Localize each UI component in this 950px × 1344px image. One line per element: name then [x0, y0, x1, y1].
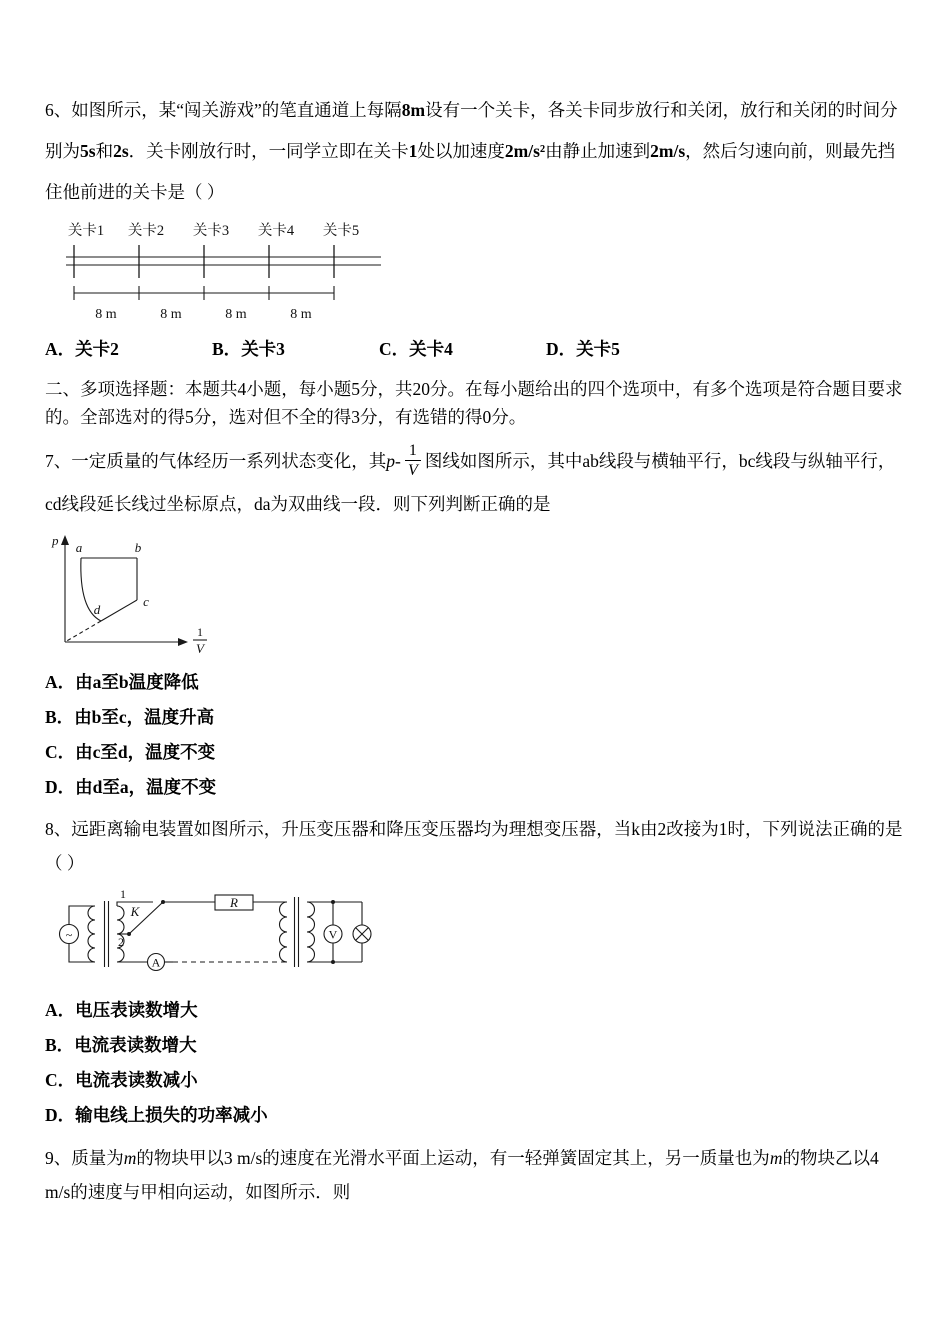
option-label: C． — [379, 339, 410, 359]
option-label: D． — [45, 777, 76, 798]
point-d-label: d — [93, 602, 101, 618]
gate-label-1: 关卡1 — [67, 223, 105, 239]
point-c-label: c — [143, 594, 149, 610]
gate-label-4: 关卡4 — [257, 223, 295, 239]
q9-run-1: m — [123, 1148, 137, 1169]
q6-run-11: 2m/s — [650, 141, 686, 161]
option-text: 关卡3 — [241, 339, 285, 359]
gate-label-5: 关卡5 — [322, 223, 360, 239]
q8-circuit-diagram — [55, 888, 906, 984]
option-label: C． — [45, 1070, 76, 1091]
option-text: 输电线上损失的功率减小 — [75, 1105, 268, 1126]
q6-option-c — [379, 339, 546, 359]
voltmeter — [324, 902, 342, 962]
q6-run-6: ．关卡刚放行时，一同学立即在关卡 — [128, 141, 409, 161]
q7-inline-fraction — [405, 442, 421, 481]
span-label-4: 8 m — [290, 307, 312, 322]
distance-brackets — [74, 286, 334, 300]
y-axis-label: p — [52, 533, 59, 549]
x-axis-denominator: V — [196, 641, 204, 657]
q6-track-svg — [61, 221, 397, 325]
option-text: 电流表读数增大 — [74, 1035, 197, 1056]
option-label: B． — [212, 339, 242, 359]
q6-options-row — [45, 339, 906, 359]
q8-option-a — [45, 1000, 906, 1020]
q6-run-10: 由静止加速到 — [545, 141, 651, 161]
tap-1-label: 1 — [120, 888, 126, 902]
lamp — [353, 902, 371, 962]
q6-option-d — [546, 339, 620, 359]
tap-switch — [117, 900, 165, 936]
q7-graph-svg — [47, 532, 215, 656]
option-text: 由c至d，温度不变 — [75, 742, 216, 763]
option-label: A． — [45, 339, 76, 359]
q9-run-2: 的物块甲以3 m/s的速度在光滑水平面上运动，有一轻弹簧固定其上，另一质量也为 — [136, 1148, 770, 1169]
switch-k-label: K — [130, 904, 140, 920]
option-text: 关卡2 — [75, 339, 119, 359]
option-label: C． — [45, 742, 76, 763]
gate-label-2: 关卡2 — [127, 223, 165, 239]
q7-option-b — [45, 707, 906, 727]
point-b-label: b — [134, 540, 142, 556]
gate-label-3: 关卡3 — [192, 223, 230, 239]
resistor-r-label: R — [230, 895, 238, 911]
option-text: 电流表读数减小 — [75, 1070, 198, 1091]
q7-p-symbol: p — [386, 451, 395, 471]
fraction-denominator: V — [407, 462, 418, 480]
graph-curves — [65, 558, 137, 642]
option-label: D． — [546, 339, 577, 359]
x-axis-numerator: 1 — [197, 625, 203, 640]
q6-run-4: 和 — [95, 141, 114, 161]
q6-option-b — [212, 339, 379, 359]
q6-run-7: 1 — [408, 141, 418, 161]
question-6-text — [45, 90, 906, 213]
option-text: 电压表读数增大 — [75, 1000, 198, 1021]
q8-option-c — [45, 1070, 906, 1090]
q8-option-b — [45, 1035, 906, 1055]
question-7-text — [45, 441, 906, 524]
q6-run-8: 处以加速度 — [417, 141, 505, 161]
q6-run-9: 2m/s² — [504, 141, 546, 161]
q7-intro: 7、一定质量的气体经历一系列状态变化，其 — [45, 451, 387, 471]
q6-track-diagram — [61, 221, 906, 325]
option-label: B． — [45, 1035, 75, 1056]
option-text: 由d至a，温度不变 — [75, 777, 217, 798]
span-label-2: 8 m — [160, 307, 182, 322]
option-label: D． — [45, 1105, 76, 1126]
q7-option-d — [45, 777, 906, 797]
option-label: B． — [45, 707, 75, 728]
option-label: A． — [45, 1000, 76, 1021]
tap-2-label: 2 — [118, 935, 124, 950]
gate-ticks — [74, 245, 334, 278]
option-text: 由b至c，温度升高 — [74, 707, 215, 728]
option-text: 关卡5 — [576, 339, 620, 359]
ac-source — [60, 906, 96, 962]
x-axis-fraction-label — [193, 625, 207, 656]
ammeter-label: A — [151, 955, 161, 970]
question-8-text: 8、远距离输电装置如图所示，升压变压器和降压变压器均为理想变压器，当k由2改接为1时，下列说法正确的是（ ） — [45, 819, 903, 874]
q7-pv-graph — [47, 532, 906, 656]
q6-run-0: 6、如图所示，某“闯关游戏”的笔直通道上每隔 — [45, 100, 402, 120]
q8-option-d — [45, 1105, 906, 1125]
q8-circuit-svg — [55, 888, 381, 984]
span-label-1: 8 m — [95, 307, 117, 322]
q9-run-0: 9、质量为 — [45, 1148, 124, 1169]
q9-run-4: 的物块乙以4 m/s的速度与甲相向运动，如图所示．则 — [45, 1148, 879, 1203]
q7-rest: 图线如图所示，其中ab线段与横轴平行，bc线段与纵轴平行，cd线段延长线过坐标原点，da为双曲线一段．则下列判断正确的是 — [45, 451, 896, 515]
q6-run-3: 5s — [80, 141, 96, 161]
q8-options — [45, 1000, 906, 1125]
q9-run-3: m — [769, 1148, 783, 1169]
option-label: A． — [45, 672, 76, 693]
q6-run-12: ，然后匀速向前，则最先挡住他前进的关卡是（ ） — [45, 141, 896, 202]
q6-option-a — [45, 339, 212, 359]
ammeter — [148, 954, 165, 971]
q6-run-5: 2s — [113, 141, 129, 161]
option-text: 关卡4 — [409, 339, 453, 359]
point-a-label: a — [75, 540, 83, 556]
q7-dash: - — [395, 451, 401, 471]
voltmeter-label: V — [328, 927, 338, 942]
question-9-text — [45, 1141, 906, 1209]
q7-option-a — [45, 672, 906, 692]
section-2-header: 二、多项选择题：本题共4小题，每小题5分，共20分。在每小题给出的四个选项中，有多个选项是符合题目要求的。全部选对的得5分，选对但不全的得3分，有选错的得0分。 — [45, 379, 903, 427]
step-down-transformer — [280, 897, 315, 967]
fraction-numerator: 1 — [405, 442, 421, 462]
span-label-3: 8 m — [225, 307, 247, 322]
q7-options — [45, 672, 906, 797]
ac-source-symbol: ~ — [65, 928, 73, 943]
q6-run-2: 设有一个关卡，各关卡同步放行和关闭，放行和关闭的时间分别为 — [45, 100, 898, 161]
q6-run-1: 8m — [401, 100, 426, 120]
option-text: 由a至b温度降低 — [75, 672, 199, 693]
q7-option-c — [45, 742, 906, 762]
transmission-line — [117, 895, 287, 962]
